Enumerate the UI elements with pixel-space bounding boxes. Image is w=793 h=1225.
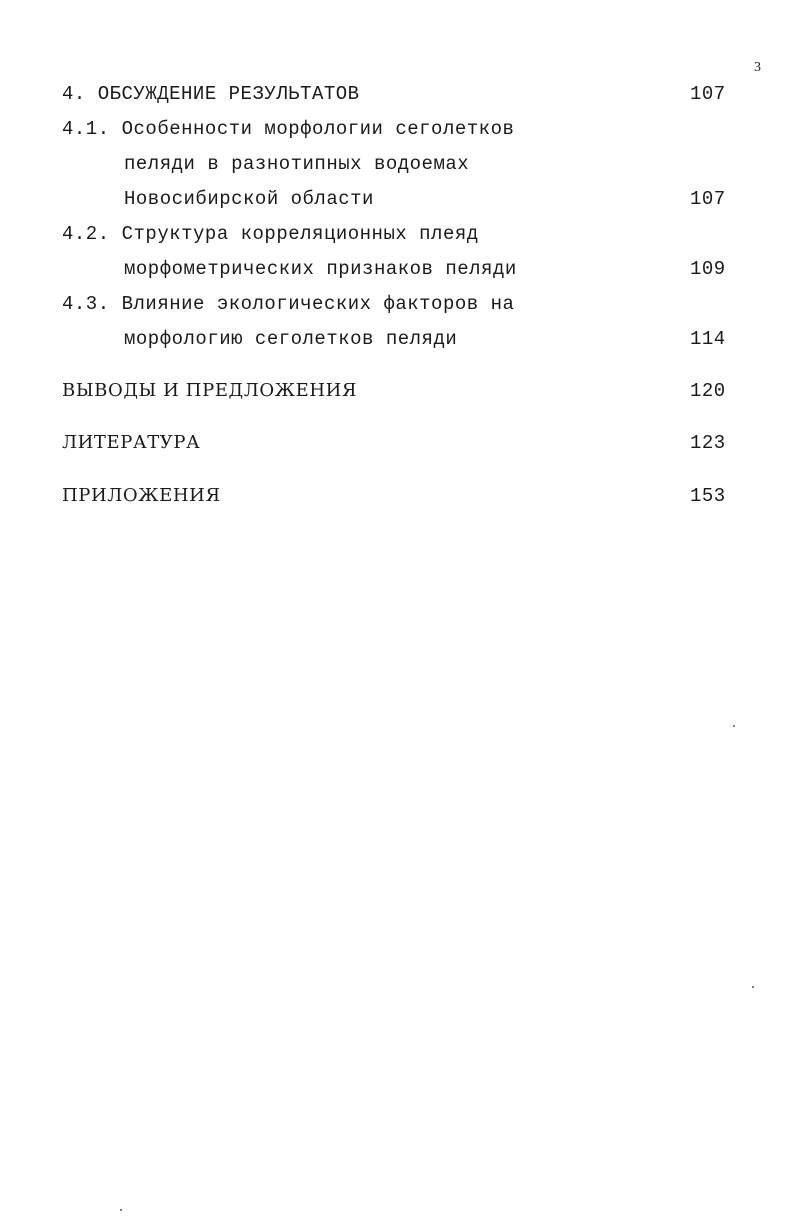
toc-entry-section-4-3 xyxy=(62,288,514,320)
toc-page-number: 123 xyxy=(690,432,726,454)
scan-speck xyxy=(120,1209,122,1211)
scan-speck xyxy=(733,725,735,727)
toc-entry-title-line: пеляди в разнотипных водоемах xyxy=(124,153,470,175)
toc-entry-title-line: Структура корреляционных плеяд xyxy=(121,223,479,245)
toc-page-number: 109 xyxy=(690,258,726,280)
toc-entry-title: ОБСУЖДЕНИЕ РЕЗУЛЬТАТОВ xyxy=(97,83,360,105)
toc-entry-title-line: морфометрических признаков пеляди xyxy=(124,258,517,280)
toc-page-number: 153 xyxy=(690,485,726,507)
toc-entry-chapter-4 xyxy=(62,78,360,110)
toc-entry-title-line: Влияние экологических факторов на xyxy=(121,293,515,315)
toc-entry-appendices: ПРИЛОЖЕНИЯ xyxy=(62,485,221,506)
toc-page-number: 107 xyxy=(690,83,726,105)
toc-entry-number: 4.2. xyxy=(62,223,110,245)
toc-entry-conclusions: ВЫВОДЫ И ПРЕДЛОЖЕНИЯ xyxy=(62,380,358,401)
page-number: 3 xyxy=(754,60,761,75)
toc-entry-literature: ЛИТЕРАТУРА xyxy=(62,432,201,453)
toc-entry-section-4-2 xyxy=(62,218,479,250)
toc-entry-title-line: морфологию сеголетков пеляди xyxy=(124,328,458,350)
toc-entry-section-4-1 xyxy=(62,113,514,145)
scan-speck xyxy=(752,986,754,988)
toc-page-number: 120 xyxy=(690,380,726,402)
toc-entry-number: 4.1. xyxy=(62,118,110,140)
toc-entry-number: 4.3. xyxy=(62,293,110,315)
toc-entry-title-line: Особенности морфологии сеголетков xyxy=(121,118,515,140)
toc-entry-title-line: Новосибирской области xyxy=(124,188,374,210)
toc-entry-number: 4. xyxy=(62,83,86,105)
toc-page-number: 114 xyxy=(690,328,726,350)
toc-page-number: 107 xyxy=(690,188,726,210)
